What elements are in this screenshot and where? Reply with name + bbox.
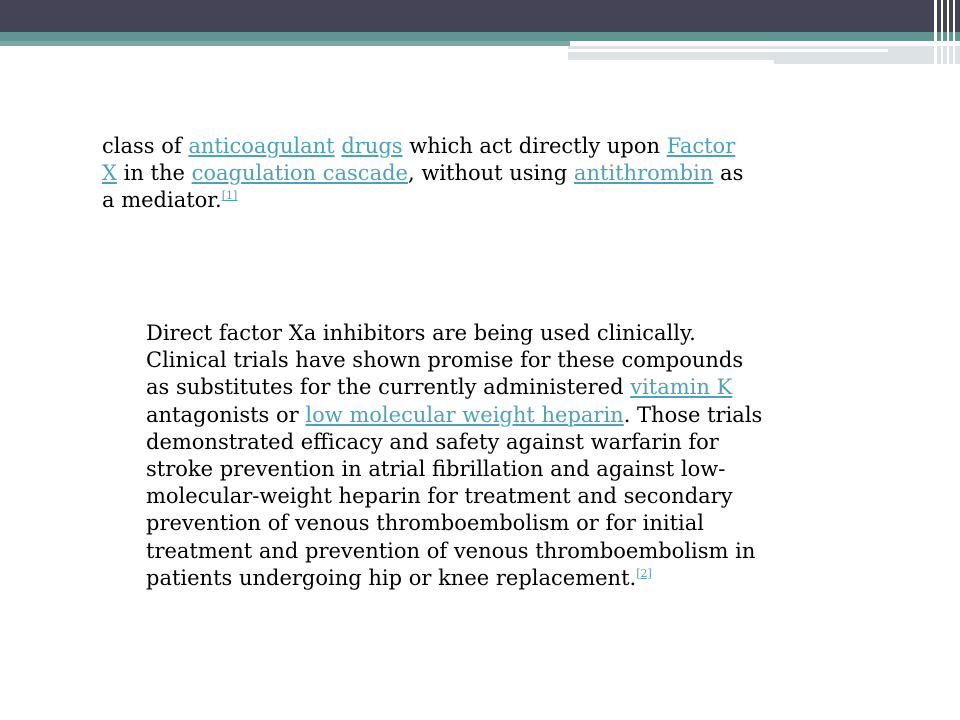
header-rule-short xyxy=(568,60,774,64)
link-coagulation-cascade[interactable]: coagulation cascade xyxy=(191,161,408,185)
text-run: as a mediator. xyxy=(102,161,744,212)
header-bar xyxy=(0,0,960,32)
clinical-use-paragraph xyxy=(146,320,766,592)
link-drugs[interactable]: drugs xyxy=(341,134,403,158)
header-stripe xyxy=(941,0,943,64)
header-accent-bar-thin xyxy=(0,41,570,46)
header-stripe xyxy=(953,0,955,64)
text-run: which act directly upon xyxy=(402,134,667,158)
text-run: , without using xyxy=(407,161,574,185)
header-stripe xyxy=(947,0,949,64)
text-run: class of xyxy=(102,134,189,158)
header-stripe xyxy=(934,0,937,64)
header-accent-bar xyxy=(0,32,960,41)
reference-link-2[interactable]: [2] xyxy=(636,566,652,580)
text-run: . Those trials demonstrated efficacy and safety against warfarin for stroke prevention in atrial fibrillation and against low-molecular-weight heparin for treatment and secondary prevention of venous thromboembolism or for initial treatment and prevention of venous thromboembolism in patients undergoing hip or knee replacement. xyxy=(146,402,763,590)
link-low-molecular-weight-heparin[interactable]: low molecular weight heparin xyxy=(305,402,624,427)
text-run: in the xyxy=(116,161,192,185)
link-factor-x[interactable]: Factor X xyxy=(102,134,736,185)
link-vitamin-k[interactable]: vitamin K xyxy=(630,375,733,400)
link-antithrombin[interactable]: antithrombin xyxy=(573,161,714,185)
definition-paragraph xyxy=(102,133,752,214)
link-anticoagulant[interactable]: anticoagulant xyxy=(188,134,335,158)
header-rule xyxy=(568,49,888,52)
text-run: Direct factor Xa inhibitors are being used clinically. Clinical trials have shown promise for these compounds as substitutes for the currently administered xyxy=(146,321,744,400)
reference-link-1[interactable]: [1] xyxy=(221,189,238,202)
text-run: antagonists or xyxy=(146,402,306,427)
